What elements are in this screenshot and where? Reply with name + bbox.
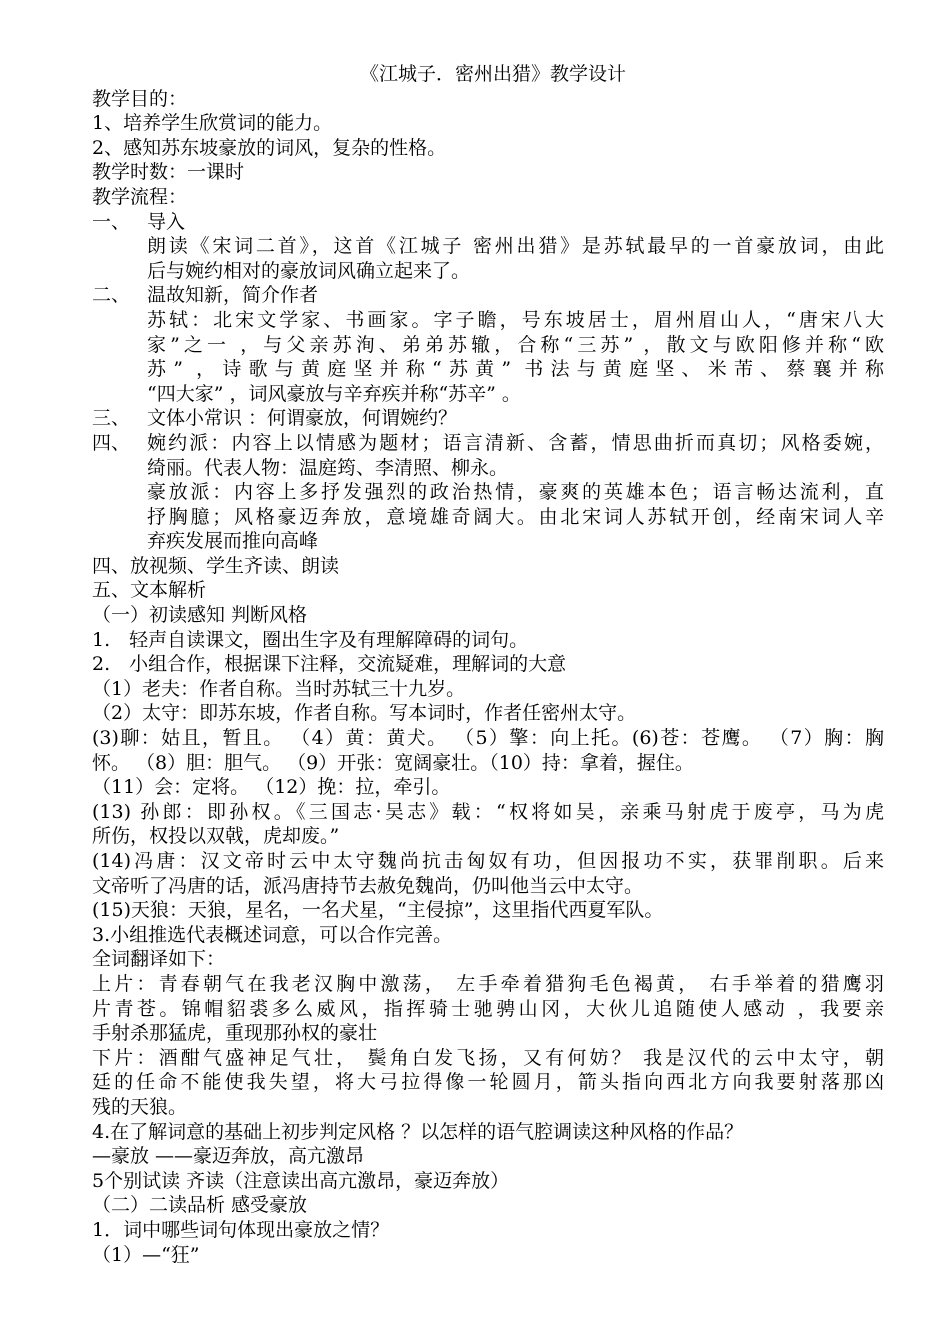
document-title: 《江城子．密州出猎》教学设计	[359, 63, 626, 85]
question-1-answer-1: （1）—“狂”	[92, 1243, 200, 1266]
style-description-line: 豪放派：内容上多抒发强烈的政治热情，豪爽的英雄本色；语言畅达流利，直	[147, 481, 884, 504]
section-number: 一、	[92, 210, 131, 233]
style-judgement: —豪放 ——豪迈奔放，高亢激昂	[92, 1145, 365, 1168]
goal-heading: 教学目的：	[92, 87, 188, 110]
author-intro-line: 苏” ，诗歌与黄庭坚并称“苏黄” 书法与黄庭坚、米芾、蔡襄并称	[147, 358, 884, 381]
teaching-hours: 教学时数：一课时	[92, 161, 245, 184]
section-1-paragraph-line: 朗读《宋词二首》，这首《江城子 密州出猎》是苏轼最早的一首豪放词，由此	[147, 235, 884, 258]
section-number: 三、	[92, 407, 131, 430]
translation-lower-line: 下片：酒酣气盛神足气壮， 鬓角白发飞扬，又有何妨？ 我是汉代的云中太守，朝	[92, 1046, 884, 1069]
note-3-line: (3)聊：姑且，暂且。 （4）黄：黄犬。 （5）擎：向上托。(6)苍：苍鹰。 （7）胸：胸	[92, 727, 884, 750]
section-number: 四、	[92, 431, 131, 454]
note-11: （11）会：定将。 （12）挽：拉，牵引。	[92, 776, 451, 799]
step-1: 1. 轻声自读课文，圈出生字及有理解障碍的词句。	[92, 628, 529, 651]
note-3-line: 怀。 （8）胆：胆气。 （9）开张：宽阔豪壮。（10）持：拿着，握住。	[92, 751, 694, 774]
goal-item-1: 1、培养学生欣赏词的能力。	[92, 112, 333, 135]
style-description-line: 绮丽。代表人物：温庭筠、李清照、柳永。	[147, 456, 509, 479]
translation-upper-line: 手射杀那猛虎，重现那孙权的豪壮	[92, 1022, 378, 1045]
style-description-line: 抒胸臆；风格豪迈奔放，意境雄奇阔大。由北宋词人苏轼开创，经南宋词人辛	[147, 505, 884, 528]
translation-lower-line: 廷的任命不能使我失望，将大弓拉得像一轮圆月，箭头指向西北方向我要射落那凶	[92, 1071, 884, 1094]
step-3: 3.小组推选代表概述词意，可以合作完善。	[92, 923, 453, 946]
section-4b-heading: 四、放视频、学生齐读、朗读	[92, 554, 340, 577]
author-intro-line: 苏轼：北宋文学家、书画家。字子瞻，号东坡居士，眉州眉山人，“唐宋八大	[147, 308, 884, 331]
step-4: 4.在了解词意的基础上初步判定风格 ？以怎样的语气腔调读这种风格的作品？	[92, 1120, 744, 1143]
section-4-heading	[92, 431, 884, 456]
author-intro-line: 家”之一 ，与父亲苏洵、弟弟苏辙，合称“三苏” ，散文与欧阳修并称“欧	[147, 333, 884, 356]
note-14-line: (14)冯唐：汉文帝时云中太守魏尚抗击匈奴有功，但因报功不实，获罪削职。后来	[92, 850, 884, 872]
translation-lower-line: 残的天狼。	[92, 1095, 188, 1118]
section-number: 二、	[92, 284, 131, 307]
section-title: 婉约派：内容上以情感为题材；语言清新、含蓄，情思曲折而真切；风格委婉，	[147, 431, 884, 454]
section-2-heading	[92, 283, 884, 308]
note-1: （1）老夫：作者自称。当时苏轼三十九岁。	[92, 677, 466, 700]
note-13-line: (13) 孙郎：即孙权。《三国志·吴志》载：“权将如吴，亲乘马射虎于废亭，马为虎	[92, 800, 884, 823]
section-3-heading	[92, 406, 884, 431]
translation-upper-line: 片青苍。锦帽貂裘多么威风，指挥骑士驰骋山冈，大伙儿追随使人感动 ，我要亲	[92, 997, 884, 1020]
note-15: (15)天狼：天狼，星名，一名犬星，“主侵掠”，这里指代西夏军队。	[92, 899, 664, 922]
section-1-heading	[92, 210, 884, 235]
subsection-1-heading: （一）初读感知 判断风格	[92, 604, 308, 627]
translation-upper-line: 上片：青春朝气在我老汉胸中激荡， 左手牵着猎狗毛色褐黄， 右手举着的猎鹰羽	[92, 972, 884, 995]
translation-heading: 全词翻译如下：	[92, 948, 226, 971]
note-2: （2）太守：即苏东坡，作者自称。写本词时，作者任密州太守。	[92, 702, 637, 725]
author-intro-line: “四大家” ，词风豪放与辛弃疾并称“苏辛” 。	[147, 382, 521, 405]
section-1-paragraph-line: 后与婉约相对的豪放词风确立起来了。	[147, 259, 471, 282]
section-5-heading: 五、文本解析	[92, 579, 207, 602]
style-description-line: 弃疾发展而推向高峰	[147, 530, 319, 553]
goal-item-2: 2、感知苏东坡豪放的词风，复杂的性格。	[92, 136, 447, 159]
section-title: 导入	[147, 210, 186, 233]
flow-heading: 教学流程：	[92, 185, 188, 208]
section-title: 文体小常识 ：何谓豪放，何谓婉约？	[147, 407, 458, 430]
subsection-2-heading: （二）二读品析 感受豪放	[92, 1194, 308, 1217]
section-title: 温故知新，简介作者	[147, 284, 319, 307]
question-1: 1．词中哪些词句体现出豪放之情？	[92, 1218, 390, 1241]
step-2: 2. 小组合作，根据课下注释，交流疑难，理解词的大意	[92, 653, 567, 676]
note-14-line: 文帝听了冯唐的话，派冯唐持节去赦免魏尚，仍叫他当云中太守。	[92, 874, 644, 897]
reading-activity: 5个别试读 齐读（注意读出高亢激昂，豪迈奔放）	[92, 1169, 510, 1192]
note-13-line: 所伤，权投以双戟，虎却废。”	[92, 825, 340, 848]
